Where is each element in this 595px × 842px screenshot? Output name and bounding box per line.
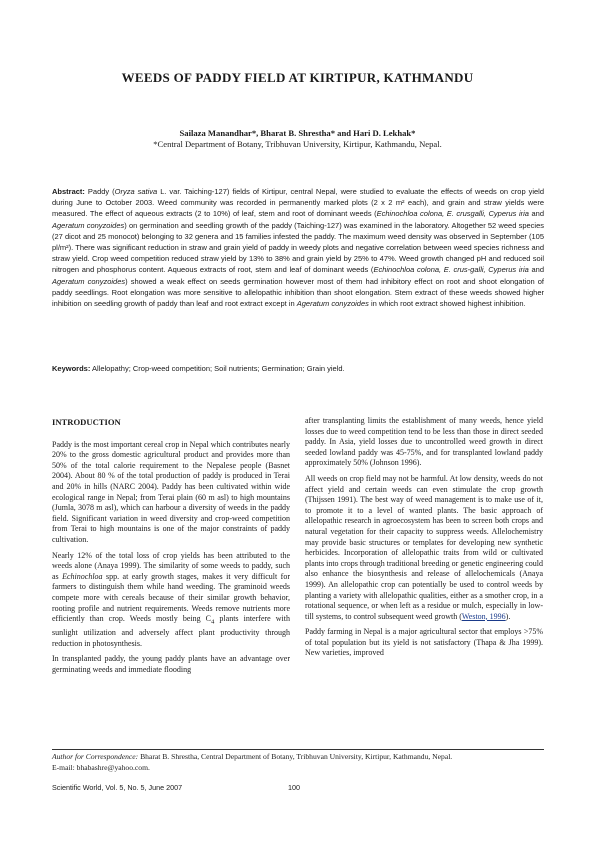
body-species: Echinochloa — [62, 571, 103, 581]
abstract-text: and — [528, 209, 544, 219]
body-paragraph: Paddy farming in Nepal is a major agricultural sector that employs >75% of total population but its yield is not satisfactory (Thapa & Jha 1999). New varieties, improved — [305, 627, 543, 658]
abstract-text: ) showed a weak effect on seeds germination however most of them had inhibitory effect on root and shoot elongation of paddy seedlings. Root elongation was more sensitive to allelopathic inhibition than shoot elongation. Stem extract of these weeds showed higher inhibition on seedling growth of paddy than leaf and root extract except in — [52, 276, 545, 309]
body-paragraph: In transplanted paddy, the young paddy plants have an advantage over germinating weeds and immediate flooding — [52, 654, 290, 675]
footnote-divider — [52, 749, 544, 750]
page-number: 100 — [288, 783, 300, 792]
body-column-left — [52, 417, 290, 681]
footer-journal-info: Scientific World, Vol. 5, No. 5, June 2007 — [52, 783, 183, 792]
author-affiliation: *Central Department of Botany, Tribhuvan University, Kirtipur, Kathmandu, Nepal. — [153, 139, 442, 149]
abstract — [52, 186, 544, 309]
keywords — [52, 363, 544, 374]
body-text: All weeds on crop field may not be harmful. At low density, weeds do not affect yield and certain weeds can even stimulate the crop growth (Thijssen 1991). The best way of weed management is to make use of it, to promote it to a level of wanted plants. The basic approach of allelopathic research in agroecosystem has been to screen both crops and natural vegetation for their capacity to suppress weeds. Allelochemistry may provide basic structures or templates for developing new synthetic herbicides. Incorporation of allelopathic traits from wild or cultivated plants into crops through traditional breeding or genetic engineering could also enhance the biosynthesis and release of allelochemicals (Anaya 1999). An allelopathic crop can potentially be used to control weeds by planting a variety with allelopathic qualities, either as a smother crop, in a rotational sequence, or when left as a residue or mulch, especially in low-till systems, to control subsequent weed growth ( — [305, 473, 543, 621]
keywords-label: Keywords: — [52, 364, 91, 373]
body-text: ). — [505, 611, 511, 621]
body-paragraph: after transplanting limits the establishment of many weeds, hence yield losses due to weed competition tend to be less than those in direct seeded paddy. In Asia, yield losses due to uncontrolled weed growth in direct seeded lowland paddy was 45-75%, and for transplanted lowland paddy approximately 50% (Johnson 1996). — [305, 416, 543, 468]
subscript: 4 — [211, 618, 215, 626]
correspondence-label: Author for Correspondence: — [52, 752, 139, 761]
correspondence-text: Bharat B. Shrestha, Central Department of Botany, Tribhuvan University, Kirtipur, Kathmandu, Nepal. — [138, 752, 453, 761]
body-paragraph — [52, 551, 290, 650]
author-list: Sailaza Manandhar*, Bharat B. Shrestha* and Hari D. Lekhak* — [179, 128, 416, 138]
citation-link[interactable]: Weston, 1996 — [461, 611, 506, 621]
body-paragraph: Paddy is the most important cereal crop in Nepal which contributes nearly 20% to the gross domestic agricultural product and provides more than 50% of the total calorie requirement to the Nepalese people (Basnet 2004). About 80 % of the total production of paddy is produced in Terai and 20% in hills (NARC 2004). Paddy has been cultivated within wide ecological range in Nepal; from Terai plain (60 m asl) to high mountains (Jumla, 3078 m asl), which can harbour a diversity of weeds in the paddy field. Significant variation in weed diversity and crop-weed competition from Terai to high mountains is one of the major constraints of paddy cultivation. — [52, 439, 290, 544]
abstract-species: Echinochloa colona, E. crus-galli, Cyperus iria — [373, 265, 529, 275]
abstract-text: L. var. Taiching-127) fields of Kirtipur, central Nepal, were studied to evaluate the effects of weeds on crop yield during June to October 2003. Weed community was recorded in permanently marked plots (2 x 2 m² each), and grain and straw yields were measured. The effect of aqueous extracts (2 to 10%) of leaf, stem and root of dominant weeds ( — [52, 187, 545, 219]
correspondence-email: E-mail: bhabashre@yahoo.com. — [52, 763, 150, 772]
abstract-text: ) on germination and seedling growth of the paddy (Taiching-127) was examined in the laboratory. Altogether 52 weed species (27 dicot and 25 monocot) belonging to 32 genera and 15 families infested the paddy. The maximum weed density was observed in September (105 pl/m²). There was significant reduction in straw and grain yield of paddy in weedy plots and negative correlation between weed species richness and straw yield. Crop weed competition reduced straw yield by 13% to 38% and grain yield by 25% to 47%. Weed growth changed pH and reduced soil nitrogen and phosphorus content. Aqueous extracts of root, stem and leaf of dominant weeds ( — [52, 220, 544, 275]
body-paragraph — [305, 474, 543, 622]
keywords-text: Allelopathy; Crop-weed competition; Soil nutrients; Germination; Grain yield. — [90, 364, 345, 373]
abstract-species: Ageratum conyzoides — [52, 220, 125, 230]
abstract-text: in which root extract showed highest inhibition. — [368, 299, 526, 309]
abstract-species: Ageratum conyzoides — [52, 276, 126, 286]
abstract-species: Echinochloa colona, E. crusgalli, Cyperus iria — [376, 209, 529, 219]
paper-title: WEEDS OF PADDY FIELD AT KIRTIPUR, KATHMANDU — [121, 70, 474, 85]
abstract-species: Oryza sativa — [114, 187, 158, 196]
body-text: Nearly 12% of the total loss of crop yields has been attributed to the weeds alone (Anaya 1999). The similarity of some weeds to paddy, such as — [52, 550, 290, 581]
abstract-text: Paddy ( — [84, 187, 115, 196]
section-heading-introduction: INTRODUCTION — [52, 417, 121, 427]
body-column-right — [305, 416, 543, 664]
correspondence-note — [52, 752, 544, 762]
body-text: spp. at early growth stages, makes it very difficult for farmers to distinguish them while hand weeding. The graminoid weeds compete more with cereals because of their similar growth behavior, rooting profile and nutrient requirements. Weeds remove nutrients more efficiently than crop. Weeds mostly being C — [52, 571, 291, 624]
abstract-label: Abstract: — [52, 187, 85, 196]
body-text: plants interfere with sunlight utilization and adversely affect plant productivity through reduction in photosynthesis. — [52, 614, 291, 648]
abstract-species: Ageratum conyzoides — [296, 299, 369, 309]
abstract-text: and — [528, 265, 545, 275]
